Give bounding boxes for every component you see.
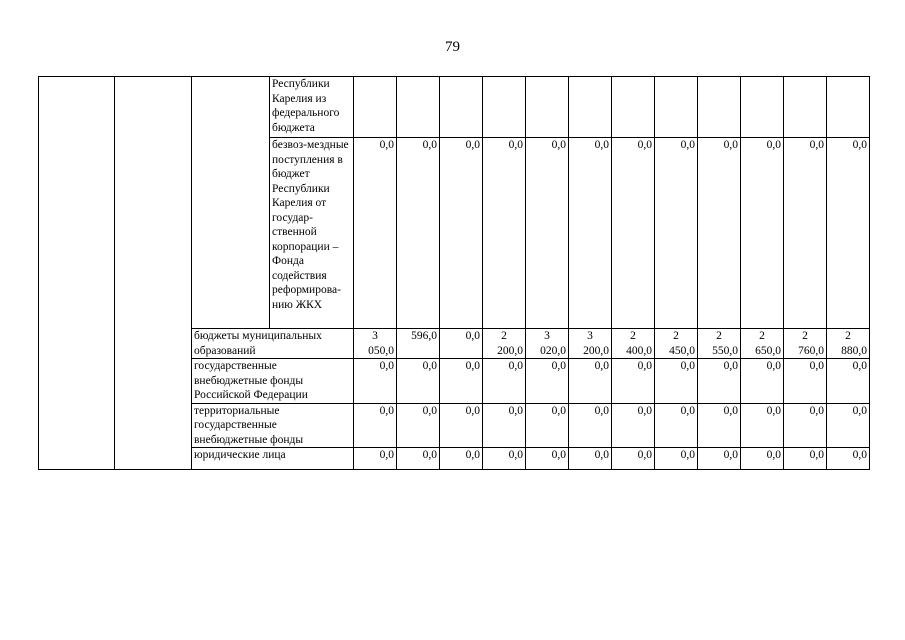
- value-cell: [784, 77, 827, 138]
- value-cell: 0,0: [741, 403, 784, 448]
- value-cell: [483, 329, 526, 359]
- value-cell: 0,0: [655, 138, 698, 329]
- value-cell: [612, 329, 655, 359]
- value-cell: 0,0: [440, 448, 483, 470]
- value-part: 3: [587, 330, 593, 342]
- value-part: 2: [501, 330, 507, 342]
- value-cell: 0,0: [483, 448, 526, 470]
- value-part: 550,0: [712, 344, 738, 357]
- value-cell: [741, 77, 784, 138]
- value-cell: 596,0: [397, 329, 440, 359]
- value-cell: 0,0: [397, 403, 440, 448]
- value-cell: 0,0: [827, 359, 870, 404]
- row-label: безвоз-мездные поступления в бюджет Республики Карелия от государ-ственной корпорации – Фонда содействия реформирова-нию ЖКХ: [270, 138, 354, 329]
- value-cell: 0,0: [698, 138, 741, 329]
- value-cell: [440, 77, 483, 138]
- value-cell: 0,0: [827, 138, 870, 329]
- value-part: 200,0: [497, 344, 523, 357]
- value-cell: 0,0: [612, 448, 655, 470]
- row-label: юридические лица: [192, 448, 354, 470]
- row-label: Республики Карелия из федерального бюджета: [270, 77, 354, 138]
- row-label: бюджеты муниципальных образований: [192, 329, 354, 359]
- value-cell: 0,0: [784, 403, 827, 448]
- value-cell: [655, 329, 698, 359]
- value-part: 450,0: [669, 344, 695, 357]
- value-cell: 0,0: [827, 403, 870, 448]
- value-cell: 0,0: [354, 359, 397, 404]
- value-cell: [526, 77, 569, 138]
- value-part: 2: [845, 330, 851, 342]
- page-number: 79: [445, 39, 460, 55]
- value-part: 200,0: [583, 344, 609, 357]
- value-cell: [483, 77, 526, 138]
- value-cell: 0,0: [526, 403, 569, 448]
- value-cell: 0,0: [397, 359, 440, 404]
- value-cell: 0,0: [612, 403, 655, 448]
- value-cell: 0,0: [354, 448, 397, 470]
- value-cell: [569, 329, 612, 359]
- value-cell: 0,0: [741, 359, 784, 404]
- value-cell: 0,0: [698, 448, 741, 470]
- value-cell: 0,0: [698, 403, 741, 448]
- value-cell: 0,0: [784, 359, 827, 404]
- row-label: территориальные государственные внебюджетные фонды: [192, 403, 354, 448]
- value-cell: 0,0: [440, 359, 483, 404]
- value-cell: 0,0: [569, 403, 612, 448]
- value-part: 020,0: [540, 344, 566, 357]
- value-cell: 0,0: [655, 359, 698, 404]
- value-cell: [526, 329, 569, 359]
- value-part: 2: [802, 330, 808, 342]
- value-cell: 0,0: [354, 403, 397, 448]
- value-cell: 0,0: [784, 138, 827, 329]
- value-part: 2: [630, 330, 636, 342]
- value-cell: 0,0: [784, 448, 827, 470]
- value-cell: [741, 329, 784, 359]
- row-label: государственные внебюджетные фонды Российской Федерации: [192, 359, 354, 404]
- value-part: 2: [759, 330, 765, 342]
- value-cell: 0,0: [440, 403, 483, 448]
- value-cell: 0,0: [397, 138, 440, 329]
- value-part: 760,0: [798, 344, 824, 357]
- value-part: 650,0: [755, 344, 781, 357]
- value-cell: [397, 77, 440, 138]
- value-cell: [827, 329, 870, 359]
- value-part: 050,0: [368, 344, 394, 357]
- value-cell: 0,0: [655, 403, 698, 448]
- value-cell: 0,0: [483, 359, 526, 404]
- value-cell: 0,0: [741, 448, 784, 470]
- value-cell: [354, 77, 397, 138]
- value-part: 2: [673, 330, 679, 342]
- value-part: 880,0: [841, 344, 867, 357]
- value-cell: 0,0: [569, 138, 612, 329]
- value-cell: 0,0: [440, 329, 483, 359]
- value-cell: [784, 329, 827, 359]
- blank-cell-col2: [115, 77, 192, 470]
- value-part: 3: [544, 330, 550, 342]
- value-cell: 0,0: [526, 138, 569, 329]
- value-cell: 0,0: [483, 138, 526, 329]
- value-part: 400,0: [626, 344, 652, 357]
- value-cell: 0,0: [698, 359, 741, 404]
- blank-cell-col3: [192, 77, 270, 329]
- value-cell: 0,0: [655, 448, 698, 470]
- blank-cell-col1: [39, 77, 115, 470]
- value-cell: [827, 77, 870, 138]
- value-cell: 0,0: [612, 359, 655, 404]
- value-cell: [698, 77, 741, 138]
- value-cell: 0,0: [569, 359, 612, 404]
- value-cell: 0,0: [526, 448, 569, 470]
- value-cell: [655, 77, 698, 138]
- value-cell: 0,0: [397, 448, 440, 470]
- value-cell: 0,0: [354, 138, 397, 329]
- value-part: 3: [372, 330, 378, 342]
- budget-table: [38, 76, 870, 470]
- value-cell: 0,0: [827, 448, 870, 470]
- value-cell: [354, 329, 397, 359]
- table-row: [39, 77, 870, 138]
- value-cell: 0,0: [440, 138, 483, 329]
- value-cell: [698, 329, 741, 359]
- value-cell: 0,0: [612, 138, 655, 329]
- value-cell: 0,0: [483, 403, 526, 448]
- value-cell: 0,0: [569, 448, 612, 470]
- value-cell: 0,0: [526, 359, 569, 404]
- value-cell: [569, 77, 612, 138]
- value-cell: 0,0: [741, 138, 784, 329]
- value-part: 2: [716, 330, 722, 342]
- value-cell: [612, 77, 655, 138]
